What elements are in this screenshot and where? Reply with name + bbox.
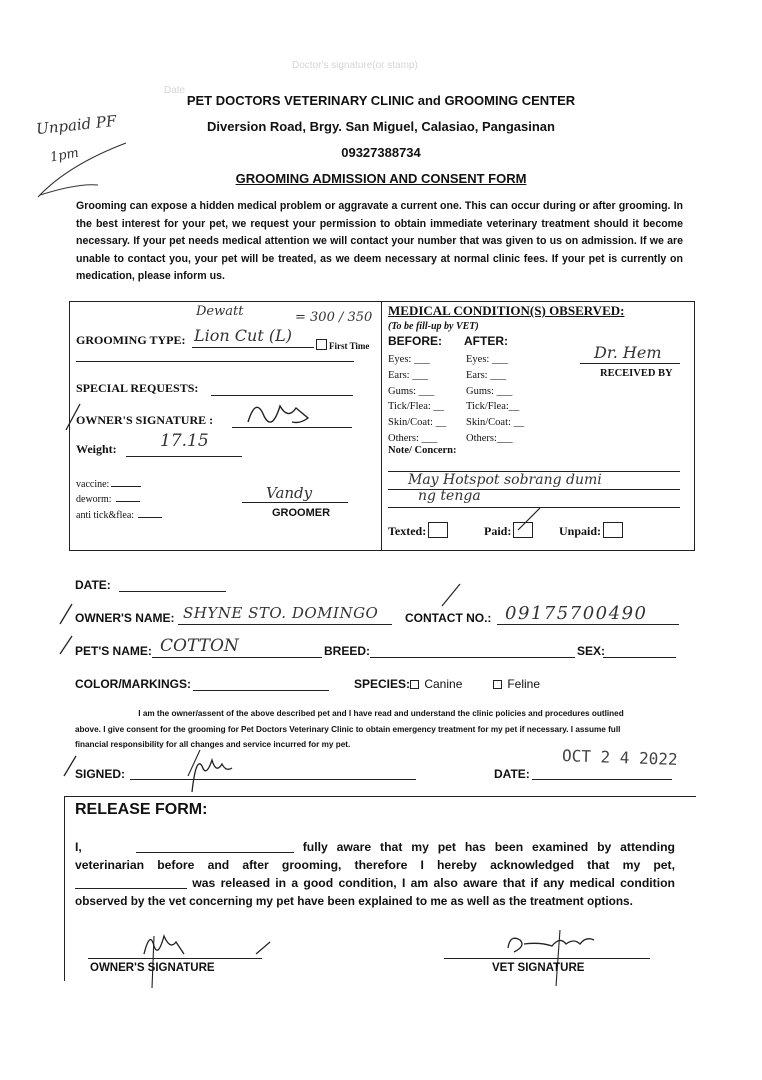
after-others[interactable]: Others:___	[466, 432, 513, 444]
owner-name-value[interactable]: SHYNE STO. DOMINGO	[183, 604, 379, 622]
unpaid-label: Unpaid:	[559, 524, 602, 538]
antitick-label: anti tick&flea:	[76, 510, 135, 521]
release-left-rule	[64, 797, 65, 981]
after-gums[interactable]: Gums: ___	[466, 385, 513, 397]
after-tick[interactable]: Tick/Flea:__	[466, 401, 520, 413]
grooming-extra: Dewatt	[196, 304, 244, 319]
release-owner-signature	[120, 924, 290, 990]
date-line[interactable]	[119, 591, 226, 592]
after-label: AFTER:	[464, 334, 508, 348]
after-ears[interactable]: Ears: ___	[466, 369, 506, 381]
consent-date-line[interactable]	[532, 779, 672, 780]
canine-checkbox[interactable]	[410, 680, 419, 689]
before-checks	[388, 352, 446, 447]
release-name-line[interactable]	[136, 852, 294, 853]
after-checks	[466, 352, 524, 447]
release-top-rule	[64, 796, 696, 797]
intro-paragraph: Grooming can expose a hidden medical problem or aggravate a current one. This can occur during or after grooming. In the best interest for your pet, we request your permission to obtain immediate veterinary treatment should it become necessary. If your pet needs medical attention we will contact your number that was given to us on admission. If we are unable to contact you, your pet will be treated, as we deem necessary at normal clinic fees. If your pet is currently on medication, please inform us.	[76, 200, 683, 282]
consent-line-1: I am the owner/assent of the above described pet and I have read and understand the clinic policies and procedures outlined	[138, 709, 624, 718]
first-time-label: First Time	[329, 341, 370, 351]
release-i: I,	[75, 840, 82, 854]
grooming-type-value[interactable]: Lion Cut (L)	[194, 326, 292, 345]
pet-name-line	[152, 657, 322, 658]
received-by-value: Dr. Hem	[594, 343, 662, 362]
consent-line-2: above. I give consent for the grooming for Pet Doctors Veterinary Clinic to obtain emergency treatment for my pet if necessary. I assume full	[75, 725, 621, 734]
ghost-date: Date	[164, 85, 186, 96]
release-seg1: fully aware that my pet has been examined by attending	[302, 840, 675, 854]
breed-label: BREED:	[324, 644, 371, 658]
release-title: RELEASE FORM:	[75, 801, 208, 818]
breed-line[interactable]	[370, 657, 575, 658]
date-label: DATE:	[75, 578, 111, 592]
margin-note-time: 1pm	[48, 145, 81, 166]
contact-label: CONTACT NO.:	[405, 611, 492, 625]
owner-sig-label: OWNER'S SIGNATURE	[90, 962, 215, 974]
release-pet-line[interactable]	[75, 888, 187, 889]
clinic-phone: 09327388734	[341, 145, 421, 160]
table-divider	[381, 301, 382, 550]
owner-name-label: OWNER'S NAME:	[75, 611, 175, 625]
grooming-type-line	[192, 347, 314, 348]
owner-signature-label: OWNER'S SIGNATURE :	[76, 413, 214, 427]
vaccine-label: vaccine:	[76, 479, 110, 490]
medical-subtitle: (To be fill-up by VET)	[388, 321, 479, 332]
medical-title: MEDICAL CONDITION(S) OBSERVED:	[388, 303, 625, 318]
vaccine-field[interactable]	[76, 479, 141, 490]
contact-value[interactable]: 09175700490	[505, 603, 648, 624]
date-stamp: OCT 2 4 2022	[561, 745, 678, 770]
before-ears[interactable]: Ears: ___	[388, 369, 428, 381]
clinic-name: PET DOCTORS VETERINARY CLINIC and GROOMING CENTER	[186, 93, 576, 108]
sex-line[interactable]	[603, 657, 676, 658]
feline-label: Feline	[507, 677, 541, 691]
groomer-name: Vandy	[266, 484, 313, 502]
margin-note-unpaid: Unpaid PF	[35, 111, 118, 139]
note-text-1[interactable]: May Hotspot sobrang dumi	[408, 472, 602, 488]
color-line[interactable]	[193, 690, 329, 691]
weight-label: Weight:	[76, 442, 117, 456]
color-label: COLOR/MARKINGS:	[75, 677, 191, 691]
texted-option[interactable]	[388, 522, 448, 539]
unpaid-checkbox[interactable]	[603, 522, 623, 538]
sex-label: SEX:	[577, 644, 606, 658]
consent-date-label: DATE:	[494, 767, 530, 781]
deworm-field[interactable]	[76, 494, 140, 505]
form-title: GROOMING ADMISSION AND CONSENT FORM	[235, 171, 527, 186]
texted-label: Texted:	[388, 524, 427, 538]
contact-check-mark	[440, 582, 464, 608]
weight-line	[126, 456, 242, 457]
before-tick[interactable]: Tick/Flea: __	[388, 401, 444, 413]
canine-label: Canine	[424, 677, 463, 691]
owner-name-line	[178, 624, 392, 625]
ghost-doctor-signature: Doctor's signature(or stamp)	[292, 60, 418, 71]
vet-sig-label: VET SIGNATURE	[492, 962, 585, 974]
before-gums[interactable]: Gums: ___	[388, 385, 435, 397]
paid-check-mark	[514, 506, 544, 534]
feline-option[interactable]	[493, 677, 540, 691]
received-by-line	[580, 363, 680, 364]
owner-sig-line[interactable]	[88, 958, 262, 959]
groomer-line	[242, 502, 348, 503]
deworm-label: deworm:	[76, 494, 112, 505]
canine-option[interactable]	[410, 677, 462, 691]
grooming-type-line-2	[76, 361, 354, 362]
grooming-type-label: GROOMING TYPE:	[76, 333, 186, 347]
pet-name-value[interactable]: COTTON	[160, 636, 239, 656]
received-by-label: RECEIVED BY	[600, 368, 673, 379]
special-requests-label: SPECIAL REQUESTS:	[76, 381, 199, 395]
weight-value[interactable]: 17.15	[160, 431, 209, 451]
release-seg3: was released in a good condition, I am also aware that if any medical condition	[192, 876, 675, 890]
vet-sig-line[interactable]	[444, 958, 650, 959]
antitick-field[interactable]	[76, 510, 162, 521]
after-eyes[interactable]: Eyes: ___	[466, 354, 508, 365]
before-eyes[interactable]: Eyes: ___	[388, 354, 430, 365]
unpaid-option[interactable]	[559, 522, 623, 539]
pet-name-label: PET'S NAME:	[75, 644, 152, 658]
feline-checkbox[interactable]	[493, 680, 502, 689]
groomer-label: GROOMER	[272, 507, 331, 519]
before-others[interactable]: Others: ___	[388, 432, 438, 444]
pet-name-tick	[58, 632, 76, 656]
signed-signature	[178, 746, 238, 796]
first-time-checkbox[interactable]	[316, 339, 327, 350]
clinic-address: Diversion Road, Brgy. San Miguel, Calasiao, Pangasinan	[207, 119, 555, 134]
first-time-option[interactable]	[316, 339, 369, 351]
contact-line	[497, 624, 679, 625]
consent-line-3: financial responsibility for all changes and service incurred for my pet.	[75, 740, 351, 749]
texted-checkbox[interactable]	[428, 522, 448, 538]
note-text-2[interactable]: ng tenga	[418, 488, 481, 504]
signed-label: SIGNED:	[75, 767, 126, 781]
release-line2: veterinarian before and after grooming, therefore I hereby acknowledged that my pet,	[75, 858, 675, 872]
owner-name-tick	[58, 600, 76, 626]
release-paragraph	[75, 838, 675, 910]
release-line4: observed by the vet concerning my pet have been explained to me as well as the treatment options.	[75, 894, 633, 908]
signed-line[interactable]	[130, 779, 416, 780]
after-skin[interactable]: Skin/Coat: __	[466, 417, 525, 429]
before-skin[interactable]: Skin/Coat: __	[388, 417, 447, 429]
paid-label: Paid:	[484, 524, 512, 538]
note-label: Note/ Concern:	[388, 445, 457, 456]
species-label: SPECIES:	[354, 677, 411, 691]
before-label: BEFORE:	[388, 334, 442, 348]
release-vet-signature	[500, 916, 610, 988]
price-note: = 300 / 350	[295, 310, 373, 325]
